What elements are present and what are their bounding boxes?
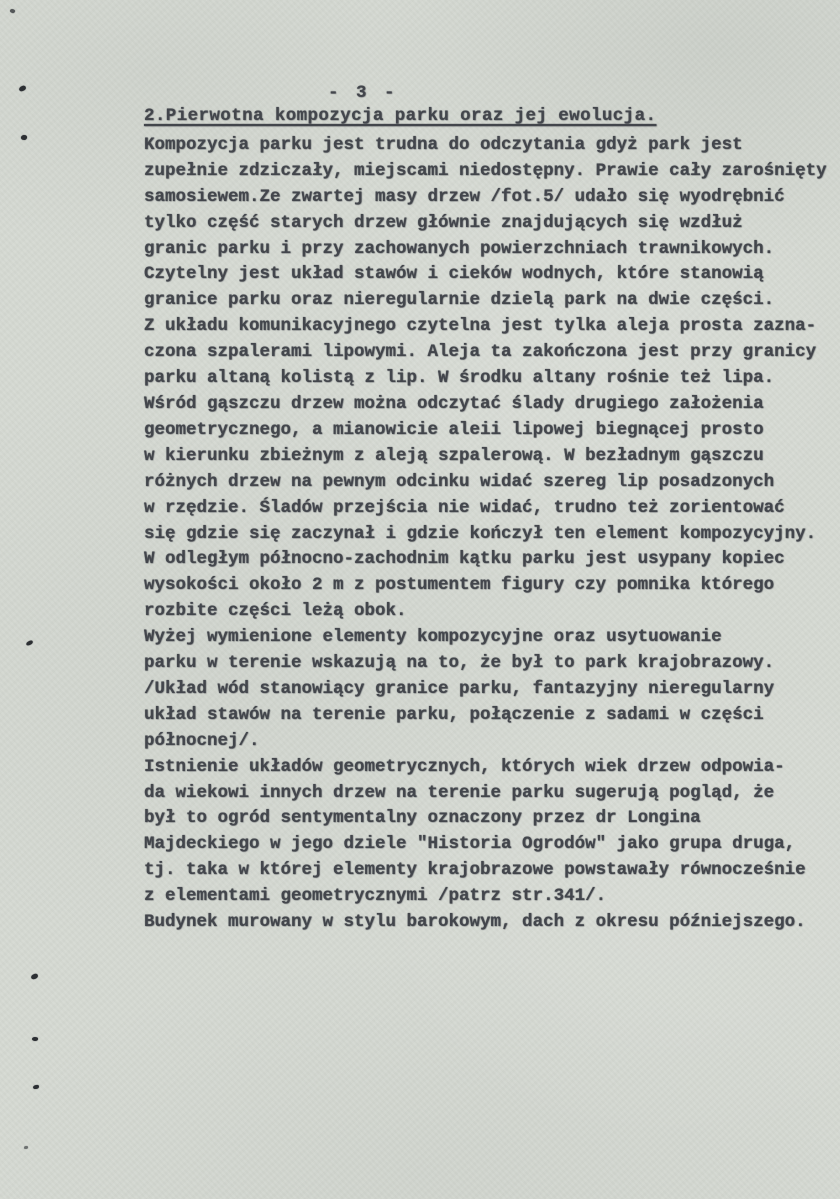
text-line: da wiekowi innych drzew na terenie parku sugerują pogląd, że [144,782,775,803]
paper-speck [33,1085,39,1090]
text-line: się gdzie się zaczynał i gdzie kończył ten element kompozycyjny. [144,523,817,544]
paper-speck [26,640,34,646]
text-line: geometrycznego, a mianowicie aleii lipowej biegnącej prosto [144,419,764,440]
text-line: Wyżej wymienione elementy kompozycyjne oraz usytuowanie [144,627,722,648]
text-line: w rzędzie. Śladów przejścia nie widać, trudno też zorientować [144,497,785,518]
text-line: Czytelny jest układ stawów i cieków wodnych, które stanowią [144,264,764,285]
text-line: Istnienie układów geometrycznych, których wiek drzew odpowia- [144,756,785,777]
text-line: zupełnie zdziczały, miejscami niedostępny. Prawie cały zarośnięty [144,160,827,181]
text-line: /Układ wód stanowiący granice parku, fantazyjny nieregularny [144,678,775,699]
text-line: W odległym północno-zachodnim kątku parku jest usypany kopiec [144,549,785,570]
text-line: granic parku i przy zachowanych powierzchniach trawnikowych. [144,238,775,259]
text-line: parku altaną kolistą z lip. W środku altany rośnie też lipa. [144,368,775,389]
text-line: Kompozycja parku jest trudna do odczytania gdyż park jest [144,134,743,155]
text-line: układ stawów na terenie parku, połączenie z sadami w części [144,704,764,725]
text-line: Majdeckiego w jego dziele "Historia Ogrodów" jako grupa druga, [144,834,796,855]
paper-speck [24,1146,28,1149]
body-text [144,133,840,936]
text-line: wysokości około 2 m z postumentem figury czy pomnika którego [144,575,775,596]
text-line: Wśród gąszczu drzew można odczytać ślady drugiego założenia [144,393,764,414]
paper-speck [32,1037,38,1042]
paper-speck [18,85,26,92]
text-line: północnej/. [144,730,260,751]
section-heading: 2.Pierwotna kompozycja parku oraz jej ewolucja. [144,106,657,126]
text-line: tj. taka w której elementy krajobrazowe powstawały równocześnie [144,860,806,881]
paper-speck [9,8,15,14]
text-line: rozbite części leżą obok. [144,601,407,622]
text-line: w kierunku zbieżnym z aleją szpalerową. W bezładnym gąszczu [144,445,764,466]
text-line: z elementami geometrycznymi /patrz str.341/. [144,886,607,907]
text-line: tylko część starych drzew głównie znajdujących się wzdłuż [144,212,743,233]
text-line: samosiewem.Ze zwartej masy drzew /fot.5/ udało się wyodrębnić [144,186,785,207]
paper-speck [30,973,38,980]
text-line: granice parku oraz nieregularnie dzielą park na dwie części. [144,290,775,311]
text-line: różnych drzew na pewnym odcinku widać szereg lip posadzonych [144,471,775,492]
paper-speck [21,135,28,141]
text-block [144,104,840,936]
text-line: Z układu komunikacyjnego czytelna jest tylka aleja prosta zazna- [144,316,817,337]
text-line: Budynek murowany w stylu barokowym, dach z okresu późniejszego. [144,912,806,933]
text-line: był to ogród sentymentalny oznaczony przez dr Longina [144,808,701,829]
page-number: - 3 - [328,83,399,103]
text-line: czona szpalerami lipowymi. Aleja ta zakończona jest przy granicy [144,342,817,363]
text-line: parku w terenie wskazują na to, że był to park krajobrazowy. [144,653,775,674]
